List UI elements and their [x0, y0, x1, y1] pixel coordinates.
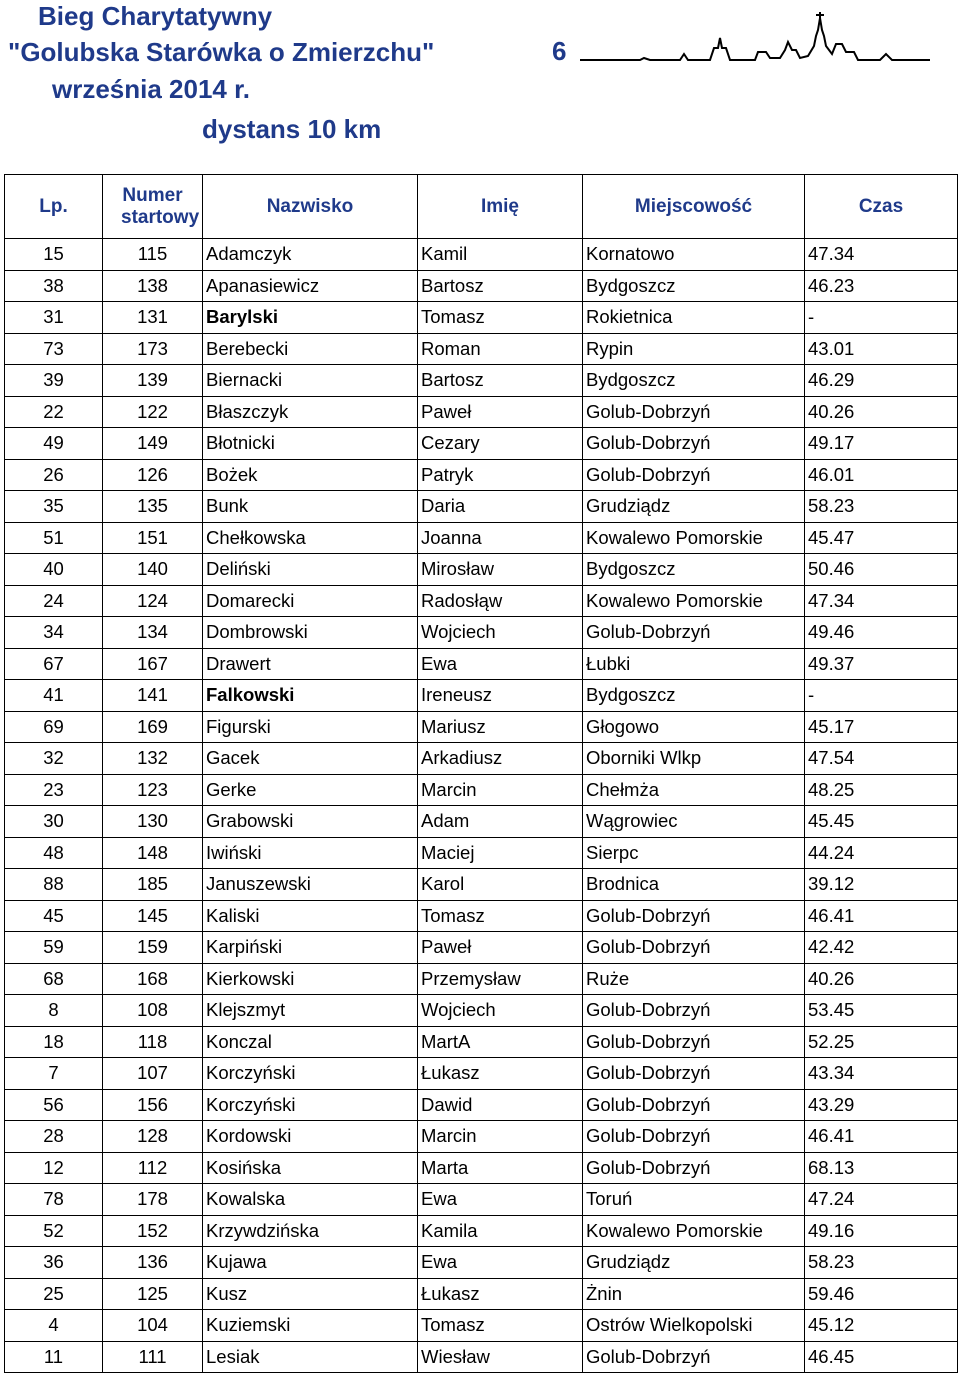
cell-czas: 48.25	[805, 774, 958, 806]
cell-miejscowosc: Golub-Dobrzyń	[583, 1026, 805, 1058]
cell-czas: 58.23	[805, 1247, 958, 1279]
cell-miejscowosc: Bydgoszcz	[583, 270, 805, 302]
cell-czas: 39.12	[805, 869, 958, 901]
cell-czas: 58.23	[805, 491, 958, 523]
cell-imie: Ewa	[418, 648, 583, 680]
cell-imie: Bartosz	[418, 365, 583, 397]
cell-miejscowosc: Kowalewo Pomorskie	[583, 1215, 805, 1247]
column-header-czas: Czas	[805, 175, 958, 239]
cell-imie: Patryk	[418, 459, 583, 491]
cell-nazwisko: Bożek	[203, 459, 418, 491]
cell-miejscowosc: Głogowo	[583, 711, 805, 743]
cell-lp: 24	[5, 585, 103, 617]
cell-nazwisko: Dombrowski	[203, 617, 418, 649]
cell-nazwisko: Berebecki	[203, 333, 418, 365]
cell-nazwisko: Błaszczyk	[203, 396, 418, 428]
cell-imie: Paweł	[418, 932, 583, 964]
cell-nazwisko: Gacek	[203, 743, 418, 775]
cell-czas: 46.45	[805, 1341, 958, 1373]
cell-lp: 78	[5, 1184, 103, 1216]
distance-title: dystans 10 km	[202, 114, 382, 144]
table-row	[5, 711, 958, 743]
cell-numer-startowy: 159	[103, 932, 203, 964]
cell-miejscowosc: Bydgoszcz	[583, 680, 805, 712]
table-row	[5, 554, 958, 586]
cell-numer-startowy: 178	[103, 1184, 203, 1216]
kocham-golub-dobrzyn-logo	[580, 8, 930, 118]
cell-imie: Karol	[418, 869, 583, 901]
table-row	[5, 239, 958, 271]
cell-numer-startowy: 122	[103, 396, 203, 428]
cell-numer-startowy: 145	[103, 900, 203, 932]
cell-czas: 46.41	[805, 1121, 958, 1153]
table-row	[5, 302, 958, 334]
cell-numer-startowy: 131	[103, 302, 203, 334]
table-row	[5, 774, 958, 806]
cell-lp: 69	[5, 711, 103, 743]
cell-imie: Joanna	[418, 522, 583, 554]
cell-czas: 47.34	[805, 239, 958, 271]
cell-numer-startowy: 167	[103, 648, 203, 680]
cell-numer-startowy: 130	[103, 806, 203, 838]
cell-miejscowosc: Wągrowiec	[583, 806, 805, 838]
cell-numer-startowy: 149	[103, 428, 203, 460]
cell-imie: Radosłąw	[418, 585, 583, 617]
cell-lp: 23	[5, 774, 103, 806]
cell-czas: 49.17	[805, 428, 958, 460]
cell-nazwisko: Deliński	[203, 554, 418, 586]
cell-nazwisko: Kusz	[203, 1278, 418, 1310]
cell-nazwisko: Kierkowski	[203, 963, 418, 995]
cell-numer-startowy: 125	[103, 1278, 203, 1310]
cell-miejscowosc: Golub-Dobrzyń	[583, 1152, 805, 1184]
table-row	[5, 932, 958, 964]
cell-czas: 45.45	[805, 806, 958, 838]
cell-miejscowosc: Golub-Dobrzyń	[583, 428, 805, 460]
cell-miejscowosc: Chełmża	[583, 774, 805, 806]
cell-imie: Adam	[418, 806, 583, 838]
cell-miejscowosc: Kowalewo Pomorskie	[583, 585, 805, 617]
cell-lp: 88	[5, 869, 103, 901]
table-row	[5, 1278, 958, 1310]
cell-nazwisko: Kowalska	[203, 1184, 418, 1216]
cell-lp: 28	[5, 1121, 103, 1153]
cell-nazwisko: Gerke	[203, 774, 418, 806]
table-row	[5, 491, 958, 523]
table-row	[5, 869, 958, 901]
table-row	[5, 396, 958, 428]
cell-imie: Paweł	[418, 396, 583, 428]
cell-imie: Marcin	[418, 1121, 583, 1153]
cell-czas: 43.01	[805, 333, 958, 365]
cell-czas: 50.46	[805, 554, 958, 586]
table-row	[5, 1152, 958, 1184]
cell-miejscowosc: Golub-Dobrzyń	[583, 1121, 805, 1153]
cell-numer-startowy: 185	[103, 869, 203, 901]
cell-nazwisko: Drawert	[203, 648, 418, 680]
cell-lp: 49	[5, 428, 103, 460]
cell-miejscowosc: Żnin	[583, 1278, 805, 1310]
cell-lp: 51	[5, 522, 103, 554]
cell-nazwisko: Kaliski	[203, 900, 418, 932]
cell-lp: 40	[5, 554, 103, 586]
cell-lp: 32	[5, 743, 103, 775]
cell-czas: 43.29	[805, 1089, 958, 1121]
cell-czas: 46.41	[805, 900, 958, 932]
cell-numer-startowy: 124	[103, 585, 203, 617]
cell-imie: Tomasz	[418, 1310, 583, 1342]
cell-miejscowosc: Grudziądz	[583, 491, 805, 523]
cell-czas: 53.45	[805, 995, 958, 1027]
cell-nazwisko: Januszewski	[203, 869, 418, 901]
table-row	[5, 428, 958, 460]
cell-czas: 46.01	[805, 459, 958, 491]
cell-nazwisko: Barylski	[203, 302, 418, 334]
cell-numer-startowy: 126	[103, 459, 203, 491]
town-skyline-icon	[580, 8, 930, 68]
cell-miejscowosc: Golub-Dobrzyń	[583, 1341, 805, 1373]
table-row	[5, 1341, 958, 1373]
cell-imie: Łukasz	[418, 1058, 583, 1090]
cell-imie: Arkadiusz	[418, 743, 583, 775]
cell-numer-startowy: 169	[103, 711, 203, 743]
results-table	[4, 174, 958, 1373]
cell-lp: 38	[5, 270, 103, 302]
cell-imie: Cezary	[418, 428, 583, 460]
cell-czas: -	[805, 680, 958, 712]
cell-numer-startowy: 139	[103, 365, 203, 397]
cell-miejscowosc: Grudziądz	[583, 1247, 805, 1279]
cell-miejscowosc: Kowalewo Pomorskie	[583, 522, 805, 554]
cell-imie: Roman	[418, 333, 583, 365]
cell-nazwisko: Grabowski	[203, 806, 418, 838]
cell-czas: 45.47	[805, 522, 958, 554]
table-row	[5, 837, 958, 869]
cell-miejscowosc: Oborniki Wlkp	[583, 743, 805, 775]
cell-lp: 41	[5, 680, 103, 712]
cell-miejscowosc: Łubki	[583, 648, 805, 680]
cell-lp: 52	[5, 1215, 103, 1247]
cell-imie: Kamil	[418, 239, 583, 271]
cell-nazwisko: Biernacki	[203, 365, 418, 397]
title-line-3: września 2014 r.	[52, 74, 251, 104]
cell-miejscowosc: Rypin	[583, 333, 805, 365]
table-header-row	[5, 175, 958, 239]
cell-lp: 35	[5, 491, 103, 523]
cell-imie: Wojciech	[418, 995, 583, 1027]
cell-imie: Dawid	[418, 1089, 583, 1121]
cell-imie: Maciej	[418, 837, 583, 869]
cell-miejscowosc: Golub-Dobrzyń	[583, 1058, 805, 1090]
cell-czas: 45.17	[805, 711, 958, 743]
table-row	[5, 1121, 958, 1153]
title-line-2: "Golubska Starówka o Zmierzchu"	[8, 37, 435, 67]
cell-miejscowosc: Ruże	[583, 963, 805, 995]
cell-nazwisko: Adamczyk	[203, 239, 418, 271]
cell-czas: 46.23	[805, 270, 958, 302]
cell-imie: Wiesław	[418, 1341, 583, 1373]
cell-imie: Przemysław	[418, 963, 583, 995]
table-row	[5, 459, 958, 491]
cell-imie: Łukasz	[418, 1278, 583, 1310]
column-header-imie: Imię	[418, 175, 583, 239]
cell-lp: 22	[5, 396, 103, 428]
cell-nazwisko: Krzywdzińska	[203, 1215, 418, 1247]
column-header-lp: Lp.	[5, 175, 103, 239]
cell-lp: 18	[5, 1026, 103, 1058]
cell-lp: 26	[5, 459, 103, 491]
cell-miejscowosc: Toruń	[583, 1184, 805, 1216]
cell-numer-startowy: 136	[103, 1247, 203, 1279]
cell-nazwisko: Konczal	[203, 1026, 418, 1058]
column-header-numer-startowy: Numer startowy	[103, 175, 203, 239]
cell-nazwisko: Korczyński	[203, 1089, 418, 1121]
cell-imie: Tomasz	[418, 900, 583, 932]
table-row	[5, 1215, 958, 1247]
table-row	[5, 963, 958, 995]
cell-czas: 68.13	[805, 1152, 958, 1184]
cell-lp: 39	[5, 365, 103, 397]
cell-czas: 45.12	[805, 1310, 958, 1342]
table-row	[5, 270, 958, 302]
cell-miejscowosc: Sierpc	[583, 837, 805, 869]
table-row	[5, 1026, 958, 1058]
cell-numer-startowy: 112	[103, 1152, 203, 1184]
cell-czas: 47.54	[805, 743, 958, 775]
cell-numer-startowy: 151	[103, 522, 203, 554]
cell-lp: 59	[5, 932, 103, 964]
table-row	[5, 1184, 958, 1216]
cell-czas: 40.26	[805, 396, 958, 428]
cell-numer-startowy: 104	[103, 1310, 203, 1342]
cell-imie: MartA	[418, 1026, 583, 1058]
cell-lp: 45	[5, 900, 103, 932]
cell-czas: 47.24	[805, 1184, 958, 1216]
cell-czas: 44.24	[805, 837, 958, 869]
cell-imie: Ireneusz	[418, 680, 583, 712]
cell-imie: Kamila	[418, 1215, 583, 1247]
table-row	[5, 806, 958, 838]
table-row	[5, 333, 958, 365]
cell-imie: Mariusz	[418, 711, 583, 743]
cell-imie: Ewa	[418, 1247, 583, 1279]
cell-numer-startowy: 173	[103, 333, 203, 365]
cell-czas: 42.42	[805, 932, 958, 964]
cell-lp: 68	[5, 963, 103, 995]
cell-numer-startowy: 115	[103, 239, 203, 271]
cell-numer-startowy: 134	[103, 617, 203, 649]
cell-miejscowosc: Golub-Dobrzyń	[583, 900, 805, 932]
cell-lp: 15	[5, 239, 103, 271]
cell-imie: Marta	[418, 1152, 583, 1184]
table-row	[5, 995, 958, 1027]
table-row	[5, 743, 958, 775]
cell-numer-startowy: 141	[103, 680, 203, 712]
cell-nazwisko: Falkowski	[203, 680, 418, 712]
cell-nazwisko: Lesiak	[203, 1341, 418, 1373]
cell-imie: Daria	[418, 491, 583, 523]
cell-nazwisko: Korczyński	[203, 1058, 418, 1090]
cell-lp: 12	[5, 1152, 103, 1184]
cell-numer-startowy: 156	[103, 1089, 203, 1121]
cell-miejscowosc: Golub-Dobrzyń	[583, 617, 805, 649]
cell-miejscowosc: Ostrów Wielkopolski	[583, 1310, 805, 1342]
cell-imie: Marcin	[418, 774, 583, 806]
cell-nazwisko: Kordowski	[203, 1121, 418, 1153]
cell-lp: 30	[5, 806, 103, 838]
cell-numer-startowy: 132	[103, 743, 203, 775]
cell-numer-startowy: 107	[103, 1058, 203, 1090]
cell-numer-startowy: 140	[103, 554, 203, 586]
cell-czas: 49.46	[805, 617, 958, 649]
cell-numer-startowy: 128	[103, 1121, 203, 1153]
cell-lp: 73	[5, 333, 103, 365]
cell-miejscowosc: Rokietnica	[583, 302, 805, 334]
cell-miejscowosc: Golub-Dobrzyń	[583, 932, 805, 964]
cell-lp: 48	[5, 837, 103, 869]
cell-imie: Bartosz	[418, 270, 583, 302]
cell-miejscowosc: Golub-Dobrzyń	[583, 459, 805, 491]
cell-numer-startowy: 168	[103, 963, 203, 995]
table-row	[5, 1058, 958, 1090]
cell-miejscowosc: Bydgoszcz	[583, 554, 805, 586]
cell-czas: 47.34	[805, 585, 958, 617]
cell-nazwisko: Klejszmyt	[203, 995, 418, 1027]
table-row	[5, 900, 958, 932]
cell-nazwisko: Karpiński	[203, 932, 418, 964]
cell-czas: -	[805, 302, 958, 334]
cell-lp: 56	[5, 1089, 103, 1121]
cell-nazwisko: Bunk	[203, 491, 418, 523]
cell-miejscowosc: Brodnica	[583, 869, 805, 901]
cell-miejscowosc: Golub-Dobrzyń	[583, 396, 805, 428]
cell-imie: Mirosław	[418, 554, 583, 586]
cell-imie: Wojciech	[418, 617, 583, 649]
cell-miejscowosc: Kornatowo	[583, 239, 805, 271]
cell-numer-startowy: 123	[103, 774, 203, 806]
table-row	[5, 617, 958, 649]
title-line-1: Bieg Charytatywny	[38, 1, 273, 31]
cell-czas: 59.46	[805, 1278, 958, 1310]
cell-lp: 31	[5, 302, 103, 334]
event-day: 6	[552, 36, 567, 66]
cell-lp: 25	[5, 1278, 103, 1310]
cell-nazwisko: Kujawa	[203, 1247, 418, 1279]
table-row	[5, 365, 958, 397]
cell-imie: Tomasz	[418, 302, 583, 334]
cell-lp: 34	[5, 617, 103, 649]
cell-czas: 52.25	[805, 1026, 958, 1058]
cell-nazwisko: Kuziemski	[203, 1310, 418, 1342]
cell-miejscowosc: Bydgoszcz	[583, 365, 805, 397]
cell-nazwisko: Iwiński	[203, 837, 418, 869]
cell-nazwisko: Apanasiewicz	[203, 270, 418, 302]
table-row	[5, 1247, 958, 1279]
cell-lp: 67	[5, 648, 103, 680]
cell-czas: 40.26	[805, 963, 958, 995]
cell-lp: 11	[5, 1341, 103, 1373]
table-row	[5, 680, 958, 712]
cell-lp: 8	[5, 995, 103, 1027]
cell-nazwisko: Figurski	[203, 711, 418, 743]
cell-nazwisko: Domarecki	[203, 585, 418, 617]
cell-numer-startowy: 148	[103, 837, 203, 869]
cell-lp: 36	[5, 1247, 103, 1279]
table-row	[5, 1310, 958, 1342]
cell-lp: 4	[5, 1310, 103, 1342]
cell-numer-startowy: 152	[103, 1215, 203, 1247]
column-header-miejscowosc: Miejscowość	[583, 175, 805, 239]
cell-numer-startowy: 111	[103, 1341, 203, 1373]
cell-numer-startowy: 135	[103, 491, 203, 523]
cell-numer-startowy: 108	[103, 995, 203, 1027]
table-row	[5, 1089, 958, 1121]
table-row	[5, 522, 958, 554]
cell-imie: Ewa	[418, 1184, 583, 1216]
cell-nazwisko: Kosińska	[203, 1152, 418, 1184]
cell-nazwisko: Chełkowska	[203, 522, 418, 554]
table-row	[5, 648, 958, 680]
cell-czas: 46.29	[805, 365, 958, 397]
cell-czas: 49.37	[805, 648, 958, 680]
column-header-nazwisko: Nazwisko	[203, 175, 418, 239]
cell-miejscowosc: Golub-Dobrzyń	[583, 1089, 805, 1121]
cell-miejscowosc: Golub-Dobrzyń	[583, 995, 805, 1027]
cell-czas: 43.34	[805, 1058, 958, 1090]
table-row	[5, 585, 958, 617]
cell-numer-startowy: 118	[103, 1026, 203, 1058]
cell-numer-startowy: 138	[103, 270, 203, 302]
cell-nazwisko: Błotnicki	[203, 428, 418, 460]
cell-czas: 49.16	[805, 1215, 958, 1247]
cell-lp: 7	[5, 1058, 103, 1090]
